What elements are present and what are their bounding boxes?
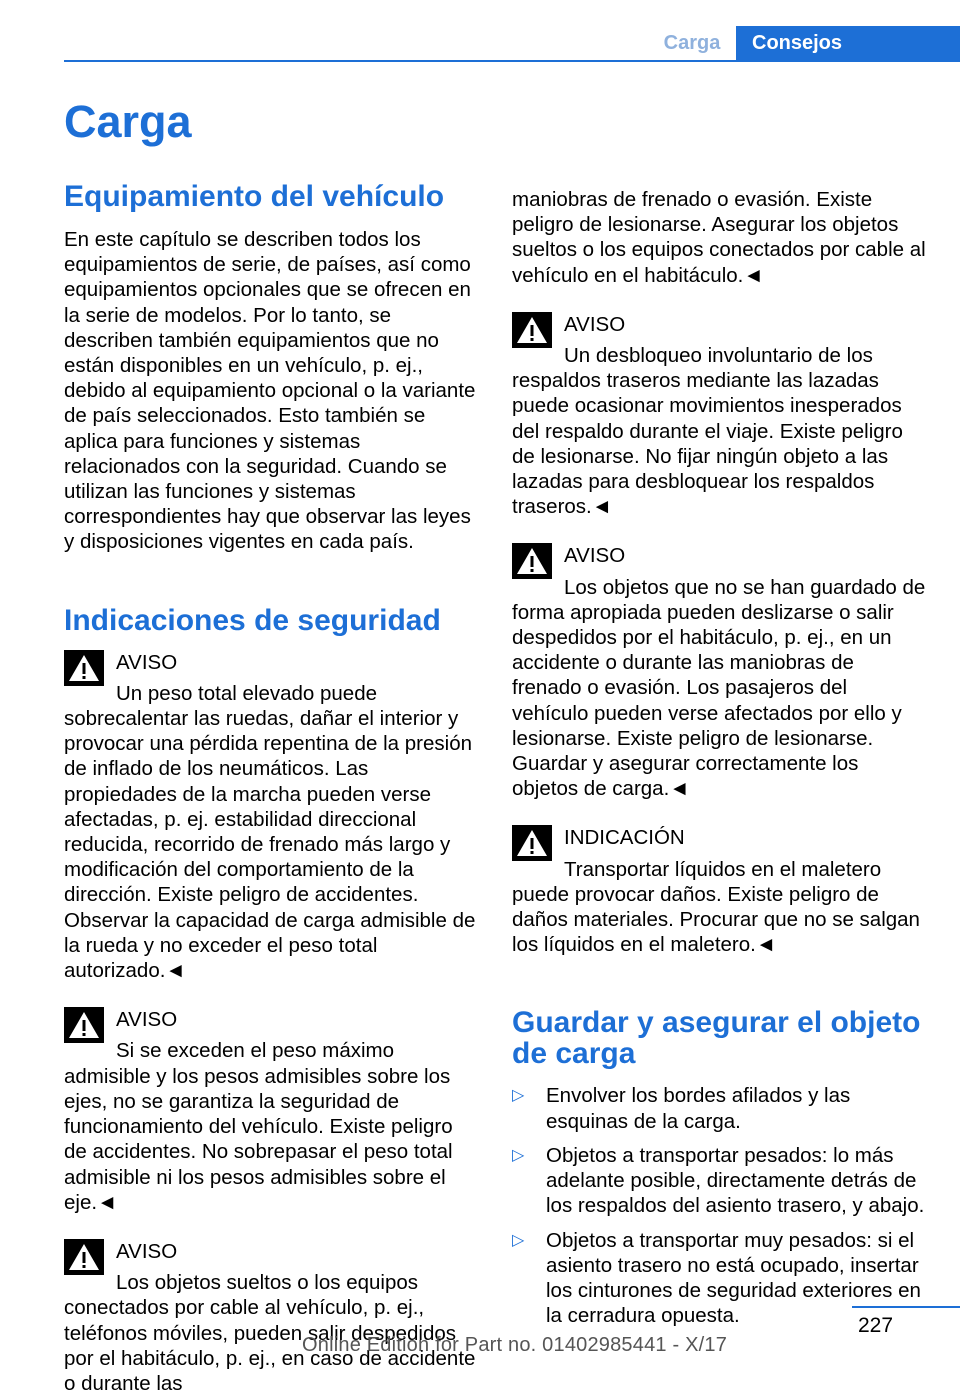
warning-text: Si se exceden el peso máximo admisible y los pesos admisibles sobre los ejes, no se garantiza la seguridad de funcionamiento del vehículo. Existe peligro de accidentes. No sobrepasar el peso total admisible ni los pesos admisibles sobre el eje.◄	[64, 1039, 453, 1214]
list-item: ▷ Objetos a transportar pesados: lo más adelante posible, directamente detrás de los respaldos del asiento trasero, y abajo.	[512, 1143, 925, 1218]
carga-list	[512, 1083, 926, 1328]
list-item: ▷ Envolver los bordes afilados y las esquinas de la carga.	[512, 1084, 851, 1133]
edition-text: Online Edition for Part no. 01402985441 - X/17	[302, 1334, 728, 1356]
page-title: Carga	[64, 96, 192, 147]
warning-block	[64, 1007, 478, 1215]
warning-label: AVISO	[564, 312, 626, 336]
warning-label: AVISO	[116, 1239, 178, 1263]
warning-label: AVISO	[564, 544, 626, 568]
equipamiento-paragraph: En este capítulo se describen todos los equipamientos de serie, de países, así como equipamientos opcionales que se ofrecen en la serie de modelos. Por lo tanto, se describen también equipamientos que no están disponibles en un vehículo, p. ej., debido al equipamiento opcional o la variante de país seleccionados. Esto también se aplica para funciones y sistemas relacionados con la seguridad. Cuando se utilizan las funciones y sistemas correspondientes hay que observar las leyes y disposiciones vigentes en cada país.	[64, 228, 476, 554]
notice-text: Transportar líquidos en el maletero puede provocar daños. Existe peligro de daños materiales. Procurar que no se salgan los líquidos en el maletero.◄	[512, 857, 920, 957]
triangle-right-icon: ▷	[512, 1146, 525, 1164]
right-column	[512, 187, 926, 1337]
warning-block	[64, 1239, 478, 1396]
warning-triangle-icon	[64, 1007, 104, 1043]
warning-triangle-icon	[512, 825, 552, 861]
left-column	[64, 181, 478, 1396]
header-tab-carga[interactable]: Carga	[663, 32, 721, 54]
warning-label: AVISO	[116, 1008, 178, 1032]
header-rule	[64, 60, 960, 62]
list-item: ▷ Objetos a transportar muy pesados: si el asiento trasero no está ocupado, insertar los cinturones de seguridad exteriores en la cerradura opuesta.	[512, 1228, 921, 1328]
warning-triangle-icon	[64, 650, 104, 686]
warning-text: Los objetos que no se han guardado de forma apropiada pueden deslizarse o salir despedidos por el habitáculo, p. ej., en un accidente o durante las maniobras de frenado o evasión. Los pasajeros del vehículo pueden verse afectados por ello y lesionarse. Existe peligro de lesionarse. Guardar y asegurar correctamente los objetos de carga.◄	[512, 575, 926, 801]
triangle-right-icon: ▷	[512, 1087, 525, 1105]
warning-text: Los objetos sueltos o los equipos conectados por cable al vehículo, p. ej., teléfonos móviles, pueden salir despedidos por el habitáculo, p. ej., en caso de accidente o durante las	[64, 1271, 476, 1395]
warning-text: Un peso total elevado puede sobrecalentar las ruedas, dañar el interior y provocar una pérdida repentina de la presión de inflado de los neumáticos. Las propiedades de la marcha pueden verse afectadas, p. ej. estabilidad direccional reducida, recorrido de frenado más largo y modificación del comportamiento de la dirección. Existe peligro de accidentes. Observar la capacidad de carga admisible de la rueda y no exceder el peso total autorizado.◄	[64, 681, 476, 983]
warning-triangle-icon	[512, 543, 552, 579]
warning-block	[64, 650, 478, 984]
section-heading-equipamiento: Equipamiento del vehículo	[64, 180, 445, 213]
warning-label: AVISO	[116, 650, 178, 674]
warning-block	[512, 543, 926, 801]
notice-label: INDICACIÓN	[564, 826, 685, 850]
triangle-right-icon: ▷	[512, 1231, 525, 1249]
section-heading-guardar: Guardar y asegurar el objeto de carga	[512, 1006, 921, 1071]
page-number: 227	[858, 1314, 894, 1337]
section-heading-seguridad: Indicaciones de seguridad	[64, 603, 441, 637]
notice-block	[512, 825, 926, 957]
warning-triangle-icon	[512, 312, 552, 348]
footer-rule	[852, 1306, 960, 1308]
warning-text: Un desbloqueo involuntario de los respaldos traseros mediante las lazadas puede ocasionar movimientos inesperados del respaldo durante el viaje. Existe peligro de lesionarse. No fijar ningún objeto a las lazadas para desbloquear los respaldos traseros.◄	[512, 344, 903, 519]
warning-continued-text: maniobras de frenado o evasión. Existe peligro de lesionarse. Asegurar los objetos sueltos o los equipos conectados por cable al vehículo en el habitáculo.◄	[512, 188, 926, 287]
header-tab-consejos[interactable]: Consejos	[736, 26, 960, 62]
warning-block	[512, 312, 926, 520]
warning-triangle-icon	[64, 1239, 104, 1275]
